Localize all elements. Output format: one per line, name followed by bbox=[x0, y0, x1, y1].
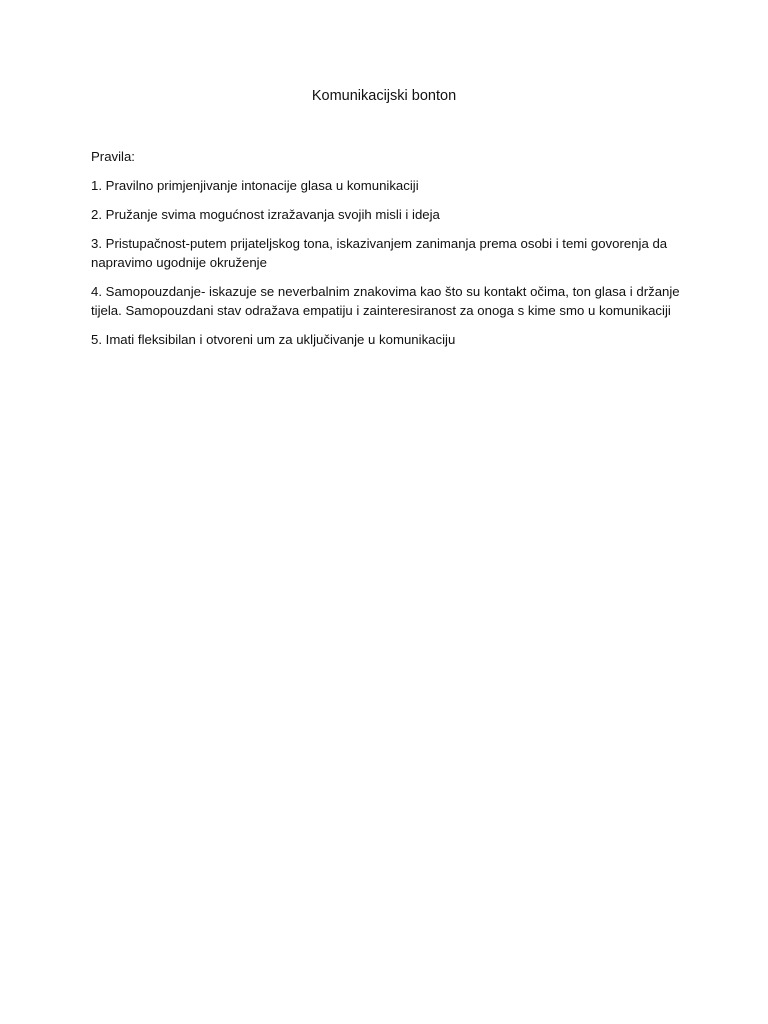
rule-item-4: 4. Samopouzdanje- iskazuje se neverbalnim znakovima kao što su kontakt očima, ton glasa i držanje tijela. Samopouzdani stav odražava empatiju i zainteresiranost za onoga s kime smo u komunikaciji bbox=[91, 284, 680, 318]
rule-item-3: 3. Pristupačnost-putem prijateljskog tona, iskazivanjem zanimanja prema osobi i temi govorenja da napravimo ugodnije okruženje bbox=[91, 236, 668, 270]
document-title: Komunikacijski bonton bbox=[311, 88, 457, 104]
rule-item-1: 1. Pravilno primjenjivanje intonacije glasa u komunikaciji bbox=[91, 178, 419, 193]
rule-item-5: 5. Imati fleksibilan i otvoreni um za uključivanje u komunikaciju bbox=[91, 332, 456, 347]
document-body bbox=[91, 147, 681, 359]
rule-item-2: 2. Pružanje svima mogućnost izražavanja svojih misli i ideja bbox=[91, 207, 440, 222]
section-label: Pravila: bbox=[91, 149, 135, 164]
